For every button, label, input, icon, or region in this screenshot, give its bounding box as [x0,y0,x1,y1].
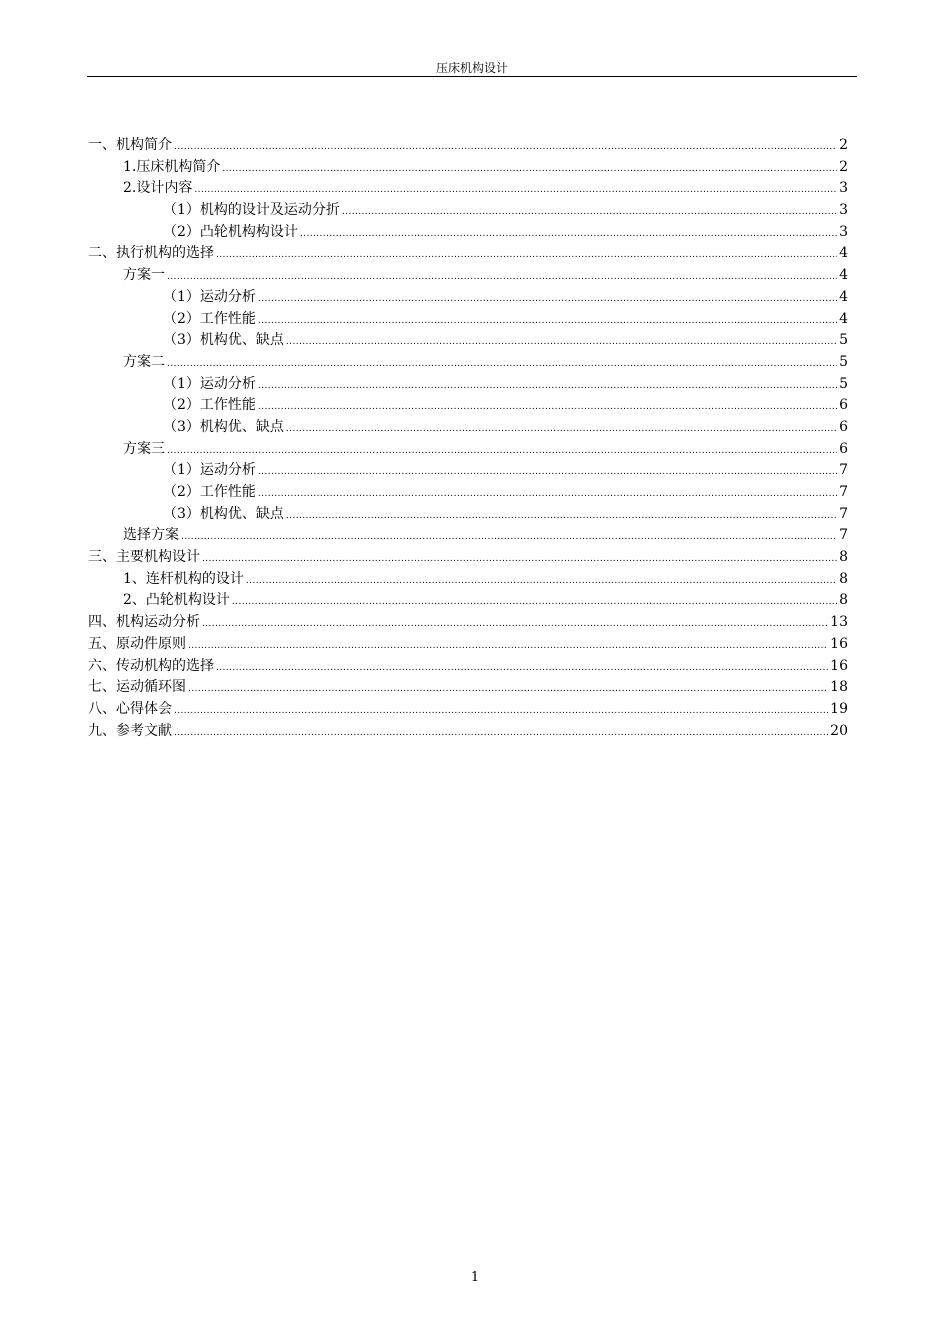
toc-dot-leader [167,267,837,289]
toc-dot-leader [258,311,837,333]
toc-dot-leader [188,636,828,658]
toc-dot-leader [167,441,837,463]
toc-entry-title: 四、机构运动分析 [88,614,200,631]
toc-entry[interactable] [88,569,848,591]
toc-entry-title: （2）凸轮机构构设计 [163,223,298,240]
toc-entry-page: 3 [839,202,848,219]
toc-entry-title: 2.设计内容 [123,180,193,197]
toc-entry[interactable] [88,590,848,612]
toc-dot-leader [202,614,828,636]
toc-entry-title: 方案二 [123,353,165,370]
toc-entry[interactable] [88,439,848,461]
toc-entry[interactable] [88,243,848,265]
toc-entry-page: 8 [839,592,848,609]
toc-dot-leader [258,397,837,419]
toc-entry-page: 7 [839,484,848,500]
toc-dot-leader [258,376,837,398]
toc-entry-title: （1）运动分析 [163,288,256,305]
toc-entry-title: 九、参考文献 [88,722,172,739]
header-rule [87,76,857,77]
toc-entry-title: 方案一 [123,267,165,284]
toc-entry[interactable] [88,460,848,482]
toc-entry-page: 16 [830,657,848,674]
toc-entry[interactable] [88,222,848,244]
toc-entry-title: （2）工作性能 [163,310,256,327]
toc-entry[interactable] [88,721,848,743]
toc-entry-page: 8 [839,570,848,587]
toc-dot-leader [202,549,837,571]
toc-entry[interactable] [88,309,848,331]
toc-entry-title: 选择方案 [123,527,179,544]
toc-entry-title: 1、连杆机构的设计 [123,570,244,587]
toc-entry-title: 方案三 [123,440,165,457]
toc-dot-leader [342,202,837,224]
toc-entry-page: 5 [839,353,848,370]
toc-entry-title: （1）运动分析 [163,462,256,479]
toc-entry-page: 3 [839,180,848,197]
toc-entry[interactable] [88,504,848,526]
toc-entry-title: （3）机构优、缺点 [163,418,284,435]
toc-entry-title: 1.压床机构简介 [123,158,221,175]
toc-entry[interactable] [88,525,848,547]
toc-dot-leader [258,484,837,506]
toc-entry-page: 4 [839,288,848,305]
toc-entry[interactable] [88,287,848,309]
toc-entry-page: 6 [839,397,848,414]
toc-dot-leader [181,527,837,549]
toc-entry[interactable] [88,699,848,721]
toc-dot-leader [216,658,828,680]
toc-entry-title: 三、主要机构设计 [88,549,200,566]
toc-entry[interactable] [88,395,848,417]
toc-dot-leader [167,354,837,376]
toc-dot-leader [258,289,837,311]
toc-entry-title: （2）工作性能 [163,397,256,414]
toc-entry-page: 2 [839,158,848,175]
toc-entry[interactable] [88,330,848,352]
toc-dot-leader [174,701,828,723]
toc-entry[interactable] [88,677,848,699]
toc-entry-title: 六、传动机构的选择 [88,657,214,674]
toc-dot-leader [222,159,837,181]
toc-entry-title: （1）机构的设计及运动分折 [163,202,340,219]
toc-dot-leader [232,592,837,614]
toc-entry-page: 19 [830,700,848,717]
toc-entry-page: 2 [839,137,848,153]
toc-dot-leader [286,419,837,441]
toc-entry[interactable] [88,417,848,439]
toc-entry-title: （3）机构优、缺点 [163,505,284,522]
toc-dot-leader [286,506,837,528]
toc-entry-title: 2、凸轮机构设计 [123,592,230,609]
toc-entry-page: 5 [839,332,848,349]
toc-dot-leader [174,137,837,159]
toc-entry-page: 4 [839,245,848,262]
toc-entry-page: 3 [839,223,848,240]
toc-entry-page: 6 [839,440,848,457]
toc-entry-title: 一、机构简介 [88,137,172,153]
toc-entry-page: 6 [839,418,848,435]
toc-entry-page: 5 [839,375,848,392]
toc-entry-page: 13 [830,614,848,631]
toc-entry[interactable] [88,135,848,157]
toc-entry-title: 八、心得体会 [88,700,172,717]
toc-dot-leader [188,679,828,701]
toc-entry-title: （2）工作性能 [163,484,256,500]
toc-dot-leader [258,462,837,484]
toc-entry-title: 七、运动循环图 [88,679,186,696]
page-number: 1 [470,1270,480,1285]
toc-entry-page: 7 [839,505,848,522]
toc-dot-leader [194,180,837,202]
toc-entry-title: （1）运动分析 [163,375,256,392]
toc-entry[interactable] [88,265,848,287]
toc-entry-title: （3）机构优、缺点 [163,332,284,349]
table-of-contents [88,135,848,742]
toc-entry[interactable] [88,656,848,678]
toc-entry-page: 16 [830,635,848,652]
toc-dot-leader [286,332,837,354]
toc-entry[interactable] [88,157,848,179]
toc-entry-title: 二、执行机构的选择 [88,245,214,262]
toc-entry-page: 8 [839,549,848,566]
toc-entry[interactable] [88,634,848,656]
toc-entry[interactable] [88,482,848,504]
toc-entry-page: 20 [830,722,848,739]
toc-entry-page: 7 [839,462,848,479]
toc-dot-leader [174,723,828,745]
toc-entry-page: 4 [839,267,848,284]
toc-dot-leader [216,245,837,267]
toc-entry-title: 五、原动件原则 [88,635,186,652]
toc-dot-leader [300,224,837,246]
toc-dot-leader [246,571,837,593]
toc-entry-page: 7 [839,527,848,544]
page-header-title: 压床机构设计 [435,61,508,75]
toc-entry[interactable] [88,612,848,634]
toc-entry[interactable] [88,547,848,569]
toc-entry-page: 18 [830,679,848,696]
toc-entry[interactable] [88,200,848,222]
toc-entry[interactable] [88,352,848,374]
toc-entry-page: 4 [839,310,848,327]
toc-entry[interactable] [88,178,848,200]
toc-entry[interactable] [88,374,848,396]
